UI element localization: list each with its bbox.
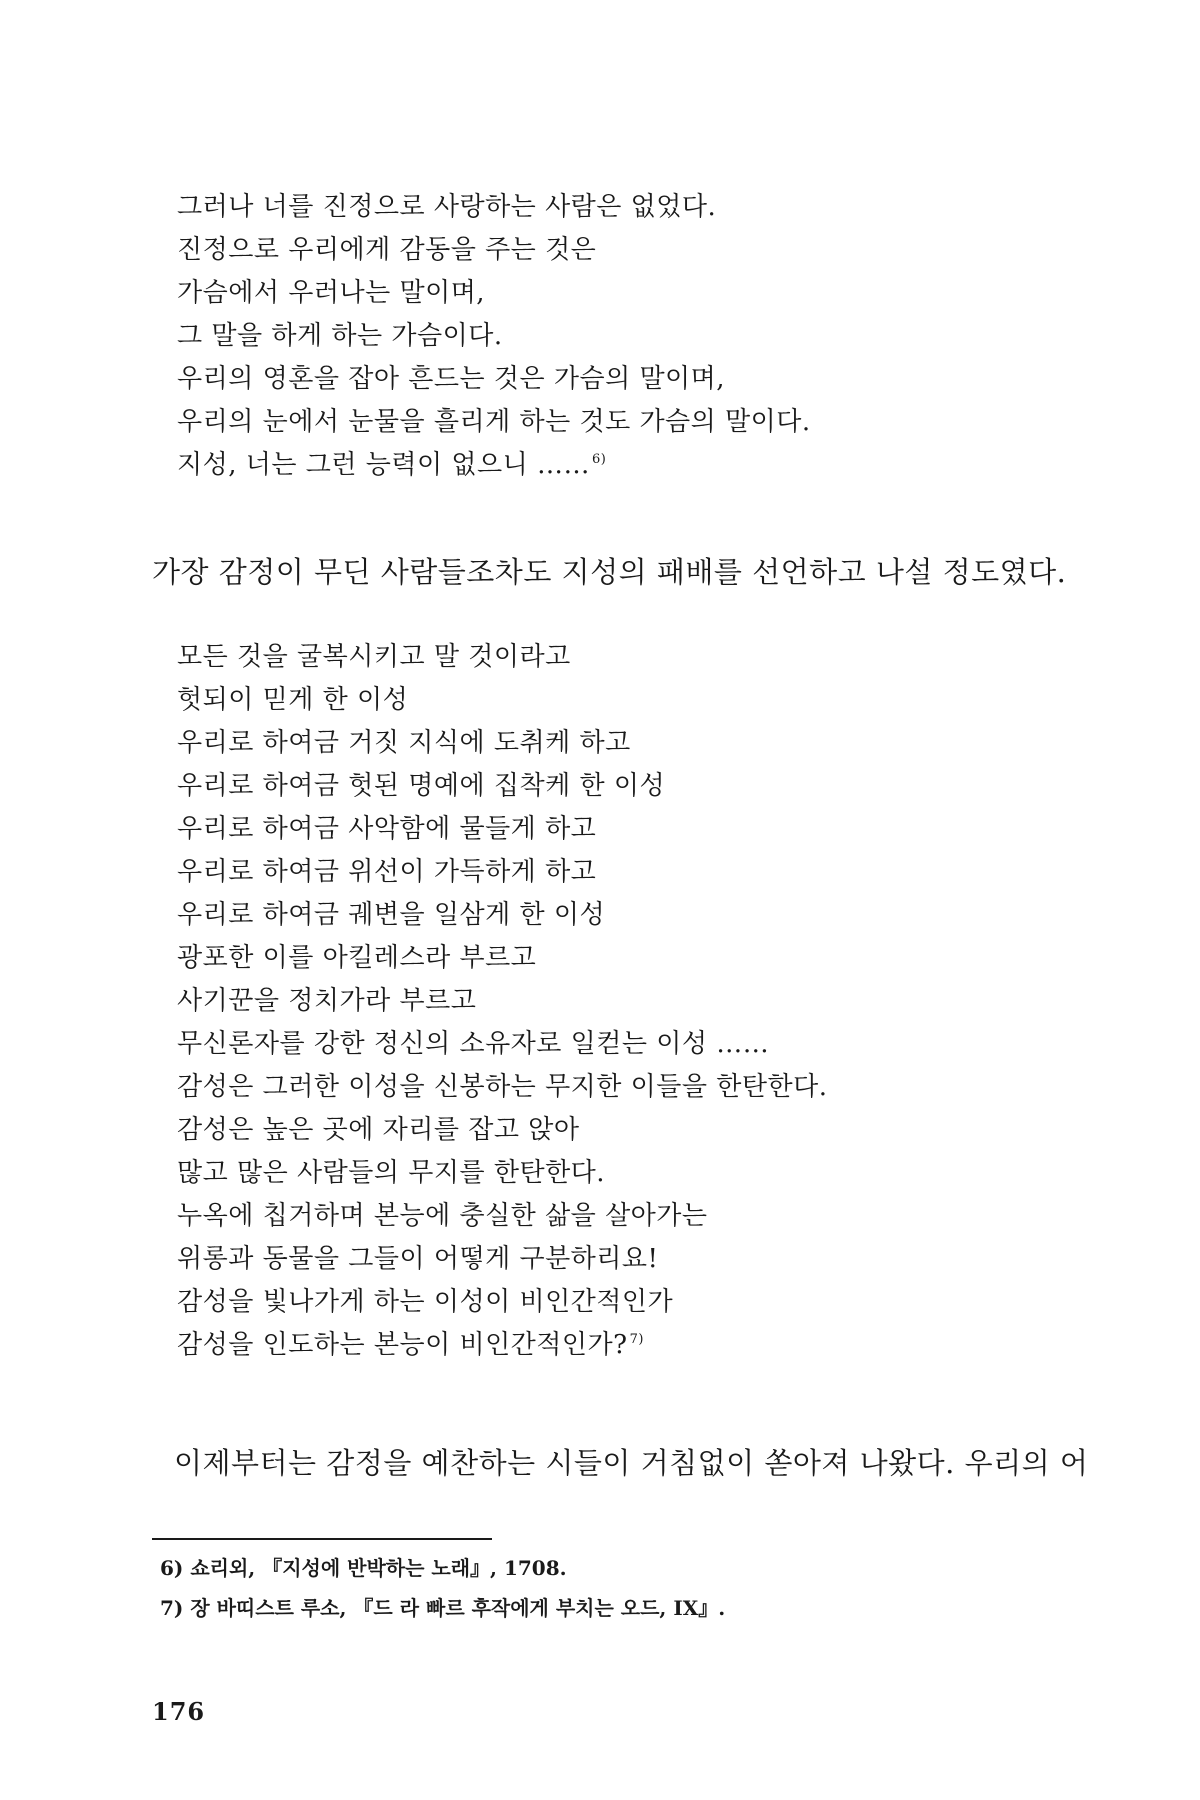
verse-block-1 [177, 186, 811, 487]
page-number: 176 [152, 1697, 206, 1726]
verse-line: 그 말을 하게 하는 가슴이다. [177, 321, 503, 351]
verse-line: 사기꾼을 정치가라 부르고 [177, 986, 477, 1016]
verse-line: 감성은 그러한 이성을 신봉하는 무지한 이들을 한탄한다. [177, 1072, 828, 1102]
verse-line: 우리로 하여금 위선이 가득하게 하고 [177, 857, 597, 887]
verse-line: 무신론자를 강한 정신의 소유자로 일컫는 이성 …… [177, 1029, 770, 1059]
verse-line: 우리로 하여금 헛된 명예에 집착케 한 이성 [177, 771, 666, 801]
verse-line: 그러나 너를 진정으로 사랑하는 사람은 없었다. [177, 192, 717, 222]
verse-line: 많고 많은 사람들의 무지를 한탄한다. [177, 1158, 606, 1188]
prose-paragraph-1: 가장 감정이 무딘 사람들조차도 지성의 패배를 선언하고 나설 정도였다. [152, 555, 1067, 589]
verse-line: 우리로 하여금 궤변을 일삼게 한 이성 [177, 900, 606, 930]
verse-line: 감성을 빛나가게 하는 이성이 비인간적인가 [177, 1287, 674, 1317]
footnote-7: 7) 장 바띠스트 루소, 『드 라 빠르 후작에게 부치는 오드, IX』. [160, 1596, 726, 1620]
footnote-6: 6) 쇼리외, 『지성에 반박하는 노래』, 1708. [160, 1556, 567, 1580]
verse-line-text: 감성을 인도하는 본능이 비인간적인가? [177, 1330, 628, 1360]
verse-line-with-note [177, 444, 811, 487]
verse-block-2 [177, 636, 828, 1367]
prose-paragraph-2: 이제부터는 감정을 예찬하는 시들이 거침없이 쏟아져 나왔다. 우리의 어 [174, 1446, 1089, 1480]
verse-line: 헛되이 믿게 한 이성 [177, 685, 409, 715]
verse-line-text: 지성, 너는 그런 능력이 없으니 …… [177, 450, 590, 480]
footnote-reference-7[interactable]: 7) [629, 1332, 644, 1348]
verse-line: 우리로 하여금 사악함에 물들게 하고 [177, 814, 597, 844]
verse-line: 가슴에서 우러나는 말이며, [177, 278, 486, 308]
verse-line: 광포한 이를 아킬레스라 부르고 [177, 943, 537, 973]
verse-line: 모든 것을 굴복시키고 말 것이라고 [177, 642, 571, 672]
footnotes [160, 1548, 725, 1628]
verse-line: 위롱과 동물을 그들이 어떻게 구분하리요! [177, 1244, 659, 1274]
footnote-divider [152, 1538, 492, 1540]
verse-line: 감성은 높은 곳에 자리를 잡고 앉아 [177, 1115, 580, 1145]
verse-line: 우리의 눈에서 눈물을 흘리게 하는 것도 가슴의 말이다. [177, 407, 811, 437]
verse-line: 우리로 하여금 거짓 지식에 도취케 하고 [177, 728, 631, 758]
verse-line: 진정으로 우리에게 감동을 주는 것은 [177, 235, 597, 265]
verse-line: 우리의 영혼을 잡아 흔드는 것은 가슴의 말이며, [177, 364, 726, 394]
verse-line: 누옥에 칩거하며 본능에 충실한 삶을 살아가는 [177, 1201, 708, 1231]
verse-line-with-note [177, 1324, 828, 1367]
footnote-reference-6[interactable]: 6) [591, 452, 607, 468]
